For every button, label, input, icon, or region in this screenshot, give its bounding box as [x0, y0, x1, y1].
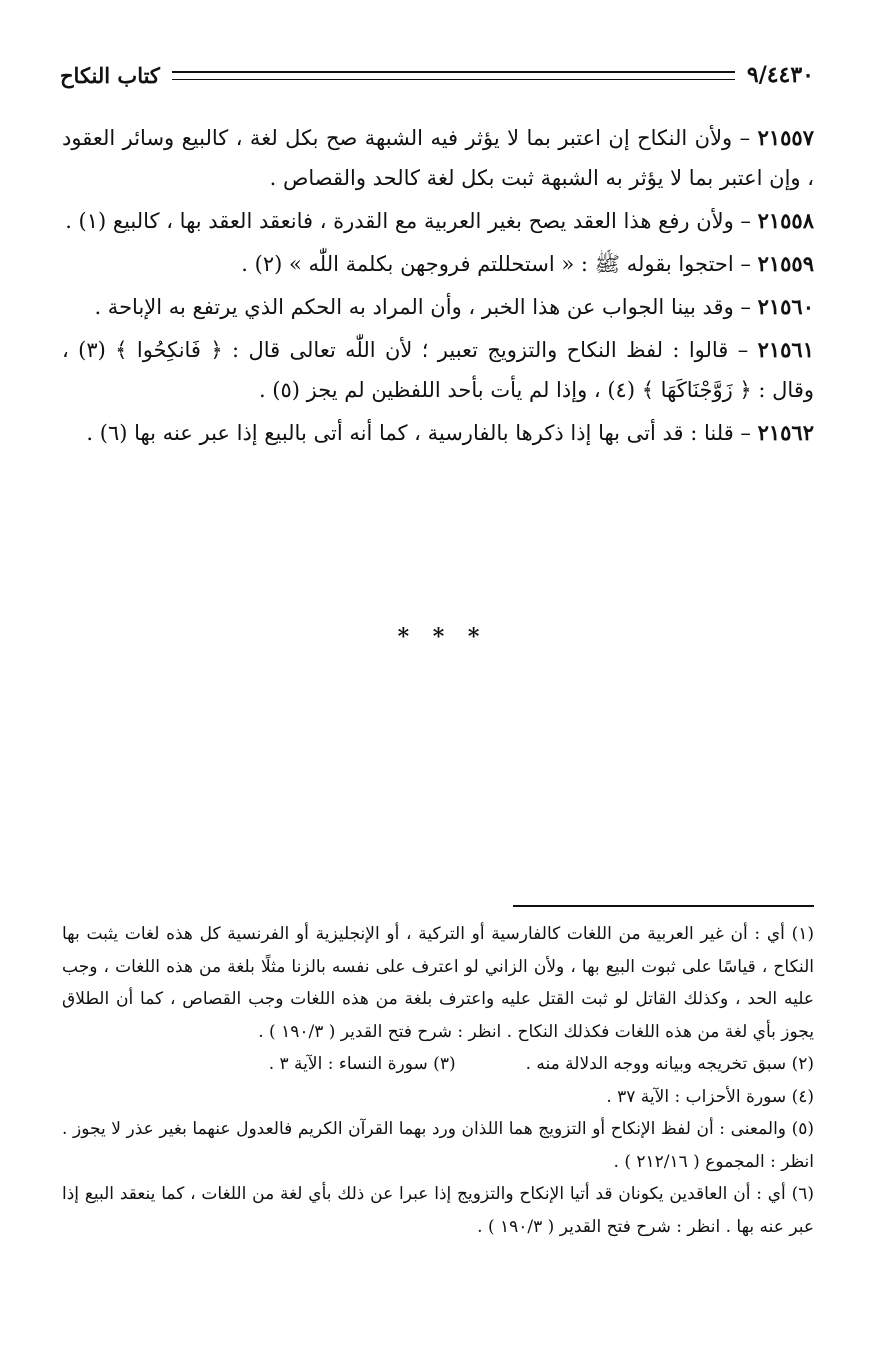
footnote-rule: [513, 905, 814, 907]
section-separator: * * *: [397, 624, 488, 650]
paragraph-text: – قالوا : لفظ النكاح والتزويج تعبير ؛ لأن اللّٰه تعالى قال : ﴿ فَانكِحُوا ﴾ (٣) ، وقال : ﴿ زَوَّجْنَاكَهَا ﴾ (٤) ، وإذا لم يأت بأحد اللفظين لم يجز (٥) .: [62, 338, 814, 402]
footnote-5: (٥) والمعنى : أن لفظ الإنكاح أو التزويج هما اللذان ورد بهما القرآن الكريم فالعدول عنهما بغير عذر لا يجوز . انظر : المجموع ( ٢١٢/١٦ ) .: [62, 1119, 814, 1172]
footnote-1: (١) أي : أن غير العربية من اللغات كالفارسية أو التركية ، أو الإنجليزية أو الفرنسية كل هذه لغات يثبت بها النكاح ، قياسًا على ثبوت البيع بها ، ولأن الزاني لو اعترف على نفسه بالزنا مثلًا بلغة من هذه اللغات ، وجب عليه الحد ، وكذلك القاتل لو ثبت القتل عليه واعترف بلغة من هذه اللغات وجب القصاص ، كما أن الطلاق يجوز بأي لغة من هذه اللغات فكذلك النكاح . انظر : شرح فتح القدير ( ١٩٠/٣ ) .: [62, 924, 814, 1042]
paragraph-21558: [62, 201, 814, 241]
paragraph-number: ٢١٥٥٨: [757, 208, 814, 233]
paragraph-text: – احتجوا بقوله ﷺ : « استحللتم فروجهن بكلمة اللّٰه » (٢) .: [241, 252, 758, 276]
footnote-3: (٣) سورة النساء : الآية ٣ .: [268, 1054, 456, 1074]
paragraph-text: – وقد بينا الجواب عن هذا الخبر ، وأن المراد به الحكم الذي يرتفع به الإباحة .: [94, 295, 758, 319]
paragraph-21560: [62, 287, 814, 327]
page-number: ٩/٤٤٣٠: [746, 62, 814, 88]
paragraph-21557: [62, 118, 814, 198]
paragraph-21561: [62, 330, 814, 410]
footnote-6: (٦) أي : أن العاقدين يكونان قد أتيا الإنكاح والتزويج إذا عبرا عن ذلك بأي لغة من اللغات ، كما ينعقد البيع إذا عبر عنه بها . انظر : شرح فتح القدير ( ١٩٠/٣ ) .: [62, 1184, 814, 1237]
paragraph-21562: [62, 413, 814, 453]
footnote-row-2-3: [62, 1048, 814, 1081]
main-text: [62, 118, 814, 456]
header-rule: [172, 71, 735, 80]
paragraph-text: – قلنا : قد أتى بها إذا ذكرها بالفارسية ، كما أنه أتى بالبيع إذا عبر عنه بها (٦) .: [86, 421, 758, 445]
footnote-4: (٤) سورة الأحزاب : الآية ٣٧ .: [606, 1086, 814, 1107]
paragraph-number: ٢١٥٦٠: [757, 294, 814, 319]
paragraph-text: – ولأن رفع هذا العقد يصح بغير العربية مع القدرة ، فانعقد العقد بها ، كالبيع (١) .: [65, 209, 758, 233]
footnote-gap: [456, 1048, 526, 1081]
paragraph-text: – ولأن النكاح إن اعتبر بما لا يؤثر فيه الشبهة صح بكل لغة ، كالبيع وسائر العقود ، وإن اعتبر بما لا يؤثر به الشبهة ثبت بكل لغة كالحد والقصاص .: [62, 126, 814, 190]
paragraph-number: ٢١٥٦٢: [757, 420, 814, 445]
paragraph-number: ٢١٥٥٩: [757, 251, 814, 276]
paragraph-number: ٢١٥٦١: [757, 337, 814, 362]
footnotes: [62, 918, 814, 1243]
paragraph-21559: [62, 244, 814, 284]
book-title: كتاب النكاح: [60, 62, 160, 88]
running-header: [60, 58, 814, 92]
paragraph-number: ٢١٥٥٧: [757, 125, 814, 150]
footnote-2: (٢) سبق تخريجه وبيانه ووجه الدلالة منه .: [525, 1054, 814, 1074]
